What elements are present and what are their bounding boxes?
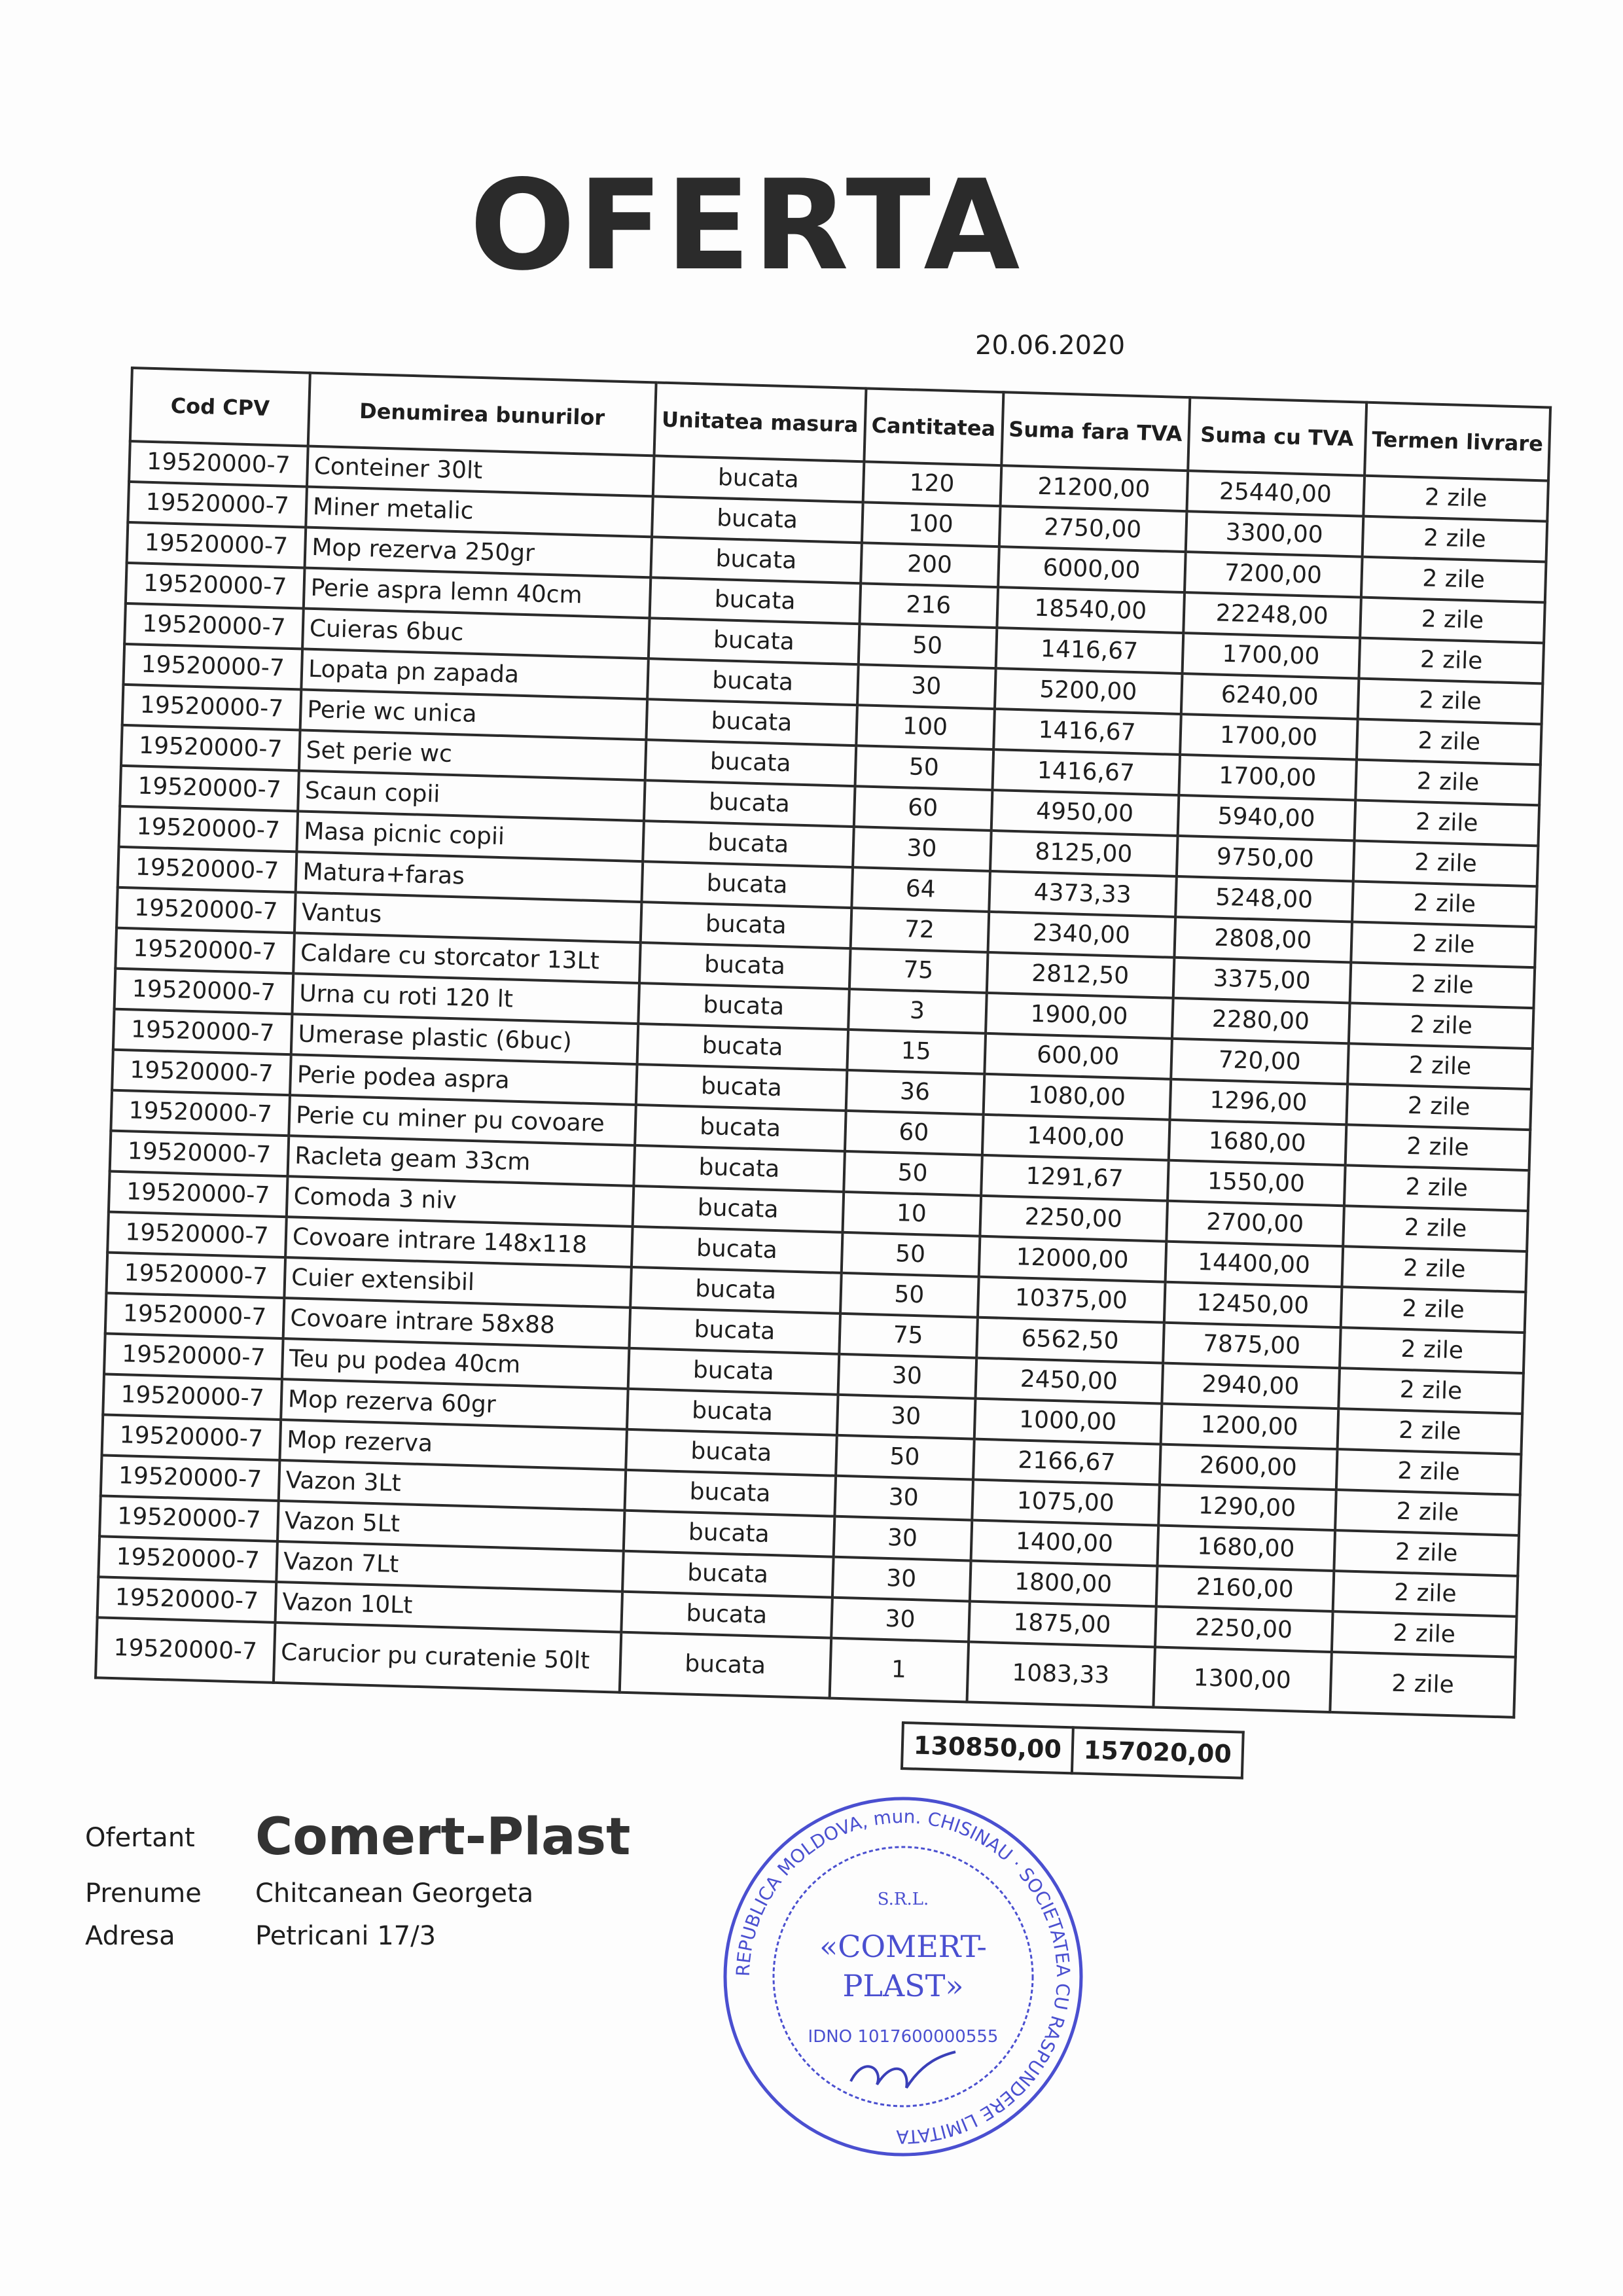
sum-without-vat: 1416,67 xyxy=(992,749,1180,795)
quantity: 75 xyxy=(839,1314,978,1358)
sum-with-vat: 1300,00 xyxy=(1153,1647,1331,1712)
cpv-code: 19520000-7 xyxy=(126,563,305,609)
cpv-code: 19520000-7 xyxy=(127,522,306,568)
quantity: 50 xyxy=(855,745,993,790)
sum-with-vat: 720,00 xyxy=(1171,1039,1349,1085)
sum-without-vat: 600,00 xyxy=(984,1033,1172,1079)
sum-without-vat: 4950,00 xyxy=(991,790,1179,836)
signature-icon xyxy=(851,2052,955,2088)
sum-with-vat: 1700,00 xyxy=(1182,633,1360,679)
sum-with-vat: 3300,00 xyxy=(1185,511,1363,557)
unit: bucata xyxy=(645,740,856,786)
item-name: Umerase plastic (6buc) xyxy=(291,1014,639,1064)
cpv-code: 19520000-7 xyxy=(96,1617,275,1683)
sum-with-vat: 1700,00 xyxy=(1179,755,1357,800)
item-name: Matura+faras xyxy=(296,852,643,902)
prenume-label: Prenume xyxy=(85,1878,202,1909)
unit: bucata xyxy=(629,1308,840,1354)
adresa-value: Petricani 17/3 xyxy=(255,1921,437,1951)
unit: bucata xyxy=(644,780,855,827)
item-name: Vantus xyxy=(294,892,642,942)
cpv-code: 19520000-7 xyxy=(119,806,298,852)
sum-with-vat: 5248,00 xyxy=(1175,876,1353,922)
delivery-term: 2 zile xyxy=(1361,557,1546,603)
item-name: Vazon 5Lt xyxy=(277,1501,625,1551)
item-name: Teu pu podea 40cm xyxy=(282,1338,630,1389)
sum-without-vat: 1875,00 xyxy=(969,1602,1156,1647)
unit: bucata xyxy=(633,1186,844,1232)
sum-without-vat: 8125,00 xyxy=(990,831,1177,876)
sum-with-vat: 2600,00 xyxy=(1160,1444,1338,1490)
unit: bucata xyxy=(653,456,864,502)
delivery-term: 2 zile xyxy=(1340,1327,1525,1373)
delivery-term: 2 zile xyxy=(1353,840,1538,886)
unit: bucata xyxy=(641,861,852,908)
unit: bucata xyxy=(647,658,858,705)
column-header: Denumirea bunurilor xyxy=(308,373,656,456)
sum-without-vat: 1800,00 xyxy=(969,1561,1157,1607)
document-date: 20.06.2020 xyxy=(975,331,1126,361)
delivery-term: 2 zile xyxy=(1344,1165,1529,1211)
item-name: Perie aspra lemn 40cm xyxy=(304,568,651,619)
cpv-code: 19520000-7 xyxy=(115,928,294,974)
cpv-code: 19520000-7 xyxy=(129,441,308,487)
quantity: 100 xyxy=(861,502,1000,547)
cpv-code: 19520000-7 xyxy=(102,1414,281,1460)
unit: bucata xyxy=(626,1429,836,1476)
unit: bucata xyxy=(621,1592,832,1638)
delivery-term: 2 zile xyxy=(1334,1530,1519,1576)
item-name: Cuieras 6buc xyxy=(302,609,650,659)
sum-without-vat: 2166,67 xyxy=(973,1439,1161,1485)
cpv-code: 19520000-7 xyxy=(98,1536,277,1582)
item-name: Urna cu roti 120 lt xyxy=(292,973,639,1024)
unit: bucata xyxy=(639,942,850,989)
quantity: 3 xyxy=(848,989,987,1033)
item-name: Miner metalic xyxy=(306,487,653,537)
sum-with-vat: 3375,00 xyxy=(1173,958,1351,1003)
quantity: 60 xyxy=(844,1111,983,1155)
column-header: Termen livrare xyxy=(1364,403,1551,481)
delivery-term: 2 zile xyxy=(1355,760,1541,806)
item-name: Masa picnic copii xyxy=(296,811,644,861)
sum-with-vat: 1700,00 xyxy=(1180,714,1358,760)
delivery-term: 2 zile xyxy=(1346,1084,1531,1130)
column-header: Suma cu TVA xyxy=(1188,397,1366,475)
sum-with-vat: 25440,00 xyxy=(1186,471,1364,516)
quantity: 50 xyxy=(840,1273,979,1318)
sum-without-vat: 1075,00 xyxy=(972,1480,1160,1526)
unit: bucata xyxy=(632,1227,842,1273)
cpv-code: 19520000-7 xyxy=(109,1172,288,1217)
unit: bucata xyxy=(624,1511,834,1557)
unit: bucata xyxy=(620,1632,831,1698)
delivery-term: 2 zile xyxy=(1357,679,1543,725)
cpv-code: 19520000-7 xyxy=(123,644,302,690)
cpv-code: 19520000-7 xyxy=(121,725,300,771)
adresa-label: Adresa xyxy=(85,1921,175,1951)
delivery-term: 2 zile xyxy=(1357,719,1542,765)
delivery-term: 2 zile xyxy=(1335,1490,1520,1535)
quantity: 30 xyxy=(857,664,995,709)
quantity: 75 xyxy=(849,948,988,993)
quantity: 216 xyxy=(859,583,998,628)
delivery-term: 2 zile xyxy=(1332,1611,1517,1657)
delivery-term: 2 zile xyxy=(1352,881,1537,927)
cpv-code: 19520000-7 xyxy=(107,1212,287,1258)
item-name: Mop rezerva 60gr xyxy=(281,1379,628,1429)
unit: bucata xyxy=(643,821,853,867)
unit: bucata xyxy=(624,1470,835,1516)
sum-with-vat: 1296,00 xyxy=(1169,1079,1347,1125)
delivery-term: 2 zile xyxy=(1349,962,1535,1008)
sum-without-vat: 1900,00 xyxy=(986,993,1173,1039)
company-name: Comert-Plast xyxy=(255,1808,631,1867)
unit: bucata xyxy=(633,1145,844,1192)
cpv-code: 19520000-7 xyxy=(101,1455,280,1501)
sum-with-vat: 1680,00 xyxy=(1168,1120,1346,1166)
delivery-term: 2 zile xyxy=(1340,1287,1525,1333)
unit: bucata xyxy=(627,1389,838,1435)
cpv-code: 19520000-7 xyxy=(120,766,299,812)
sum-with-vat: 2808,00 xyxy=(1174,917,1352,963)
sum-with-vat: 2700,00 xyxy=(1166,1201,1344,1247)
unit: bucata xyxy=(649,618,859,664)
quantity: 60 xyxy=(853,786,992,831)
quantity: 50 xyxy=(836,1435,974,1480)
offer-table xyxy=(94,367,1552,1719)
stamp-outer-text: REPUBLICA MOLDOVA, mun. CHISINAU · SOCIETATEA CU RASPUNDERE LIMITATA xyxy=(732,1805,1075,2148)
cpv-code: 19520000-7 xyxy=(104,1333,283,1379)
unit: bucata xyxy=(628,1348,839,1395)
sum-with-vat: 22248,00 xyxy=(1183,592,1361,638)
delivery-term: 2 zile xyxy=(1362,516,1547,562)
sum-without-vat: 1291,67 xyxy=(981,1155,1169,1201)
delivery-term: 2 zile xyxy=(1354,800,1539,846)
document-title: OFERTA xyxy=(469,153,1023,298)
delivery-term: 2 zile xyxy=(1347,1043,1533,1089)
sum-without-vat: 1400,00 xyxy=(971,1520,1158,1566)
stamp-idno: IDNO 1017600000555 xyxy=(808,2027,999,2047)
cpv-code: 19520000-7 xyxy=(99,1496,279,1541)
sum-with-vat: 5940,00 xyxy=(1177,795,1355,841)
cpv-code: 19520000-7 xyxy=(111,1090,290,1136)
delivery-term: 2 zile xyxy=(1359,638,1544,684)
item-name: Covoare intrare 58x88 xyxy=(283,1298,631,1348)
cpv-code: 19520000-7 xyxy=(103,1374,282,1420)
sum-with-vat: 2280,00 xyxy=(1172,998,1350,1044)
sum-with-vat: 1680,00 xyxy=(1157,1526,1335,1571)
delivery-term: 2 zile xyxy=(1342,1246,1527,1292)
sum-with-vat: 7875,00 xyxy=(1163,1323,1341,1369)
unit: bucata xyxy=(646,699,857,745)
quantity: 72 xyxy=(850,908,989,952)
total-without-vat: 130850,00 xyxy=(902,1723,1073,1773)
cpv-code: 19520000-7 xyxy=(122,685,302,730)
sum-without-vat: 2812,50 xyxy=(986,952,1174,998)
quantity: 15 xyxy=(847,1030,986,1074)
item-name: Perie podea aspra xyxy=(290,1054,637,1105)
column-header: Unitatea masura xyxy=(654,382,866,461)
quantity: 30 xyxy=(831,1598,970,1642)
item-name: Cuier extensibil xyxy=(284,1257,632,1308)
sum-without-vat: 4373,33 xyxy=(989,871,1177,917)
sum-without-vat: 6562,50 xyxy=(976,1318,1164,1363)
unit: bucata xyxy=(650,577,861,624)
cpv-code: 19520000-7 xyxy=(113,1009,293,1055)
sum-without-vat: 5200,00 xyxy=(994,668,1182,714)
item-name: Vazon 10Lt xyxy=(276,1582,623,1632)
cpv-code: 19520000-7 xyxy=(112,1050,291,1096)
sum-with-vat: 14400,00 xyxy=(1165,1242,1343,1287)
unit: bucata xyxy=(652,496,863,543)
sum-without-vat: 1400,00 xyxy=(982,1115,1169,1160)
sum-with-vat: 6240,00 xyxy=(1181,673,1359,719)
item-name: Covoare intrare 148x118 xyxy=(285,1217,633,1267)
cpv-code: 19520000-7 xyxy=(115,969,294,1014)
delivery-term: 2 zile xyxy=(1343,1206,1528,1251)
quantity: 50 xyxy=(858,624,997,668)
item-name: Scaun copii xyxy=(298,770,645,821)
item-name: Mop rezerva 250gr xyxy=(305,528,652,578)
column-header: Suma fara TVA xyxy=(1001,392,1190,471)
item-name: Perie cu miner pu covoare xyxy=(289,1095,636,1145)
delivery-term: 2 zile xyxy=(1345,1124,1530,1170)
quantity: 36 xyxy=(846,1070,984,1115)
column-header: Cantitatea xyxy=(864,388,1003,465)
item-name: Mop rezerva xyxy=(279,1420,627,1470)
sum-with-vat: 2160,00 xyxy=(1156,1566,1334,1611)
stamp-name-line1: «COMERT- xyxy=(819,1929,987,1964)
quantity: 30 xyxy=(834,1476,973,1520)
item-name: Comoda 3 niv xyxy=(287,1176,634,1227)
sum-without-vat: 21200,00 xyxy=(1000,465,1188,511)
item-name: Perie wc unica xyxy=(300,689,648,740)
company-stamp xyxy=(720,1793,1086,2160)
quantity: 30 xyxy=(853,827,991,871)
stamp-name-line2: PLAST» xyxy=(842,1968,964,2003)
quantity: 1 xyxy=(829,1638,968,1702)
cpv-code: 19520000-7 xyxy=(110,1131,289,1177)
item-name: Vazon 7Lt xyxy=(276,1541,624,1592)
unit: bucata xyxy=(651,537,861,583)
sum-without-vat: 2340,00 xyxy=(988,912,1175,958)
item-name: Carucior pu curatenie 50lt xyxy=(274,1623,621,1693)
delivery-term: 2 zile xyxy=(1363,476,1548,522)
sum-without-vat: 1000,00 xyxy=(974,1399,1162,1444)
delivery-term: 2 zile xyxy=(1330,1652,1516,1717)
item-name: Lopata pn zapada xyxy=(301,649,649,699)
sum-with-vat: 9750,00 xyxy=(1176,836,1354,882)
quantity: 10 xyxy=(842,1192,981,1236)
sum-without-vat: 2750,00 xyxy=(999,506,1186,552)
ofertant-label: Ofertant xyxy=(85,1823,195,1853)
column-header: Cod CPV xyxy=(130,368,310,446)
unit: bucata xyxy=(635,1105,846,1151)
totals-box xyxy=(901,1721,1245,1780)
sum-without-vat: 12000,00 xyxy=(978,1236,1166,1282)
prenume-value: Chitcanean Georgeta xyxy=(255,1878,534,1909)
delivery-term: 2 zile xyxy=(1348,1003,1533,1049)
cpv-code: 19520000-7 xyxy=(118,847,297,893)
sum-without-vat: 2450,00 xyxy=(975,1358,1163,1404)
delivery-term: 2 zile xyxy=(1332,1571,1518,1617)
sum-without-vat: 18540,00 xyxy=(997,587,1185,633)
item-name: Set perie wc xyxy=(299,730,647,780)
cpv-code: 19520000-7 xyxy=(106,1253,285,1299)
quantity: 30 xyxy=(838,1354,976,1399)
sum-with-vat: 7200,00 xyxy=(1185,552,1363,598)
cpv-code: 19520000-7 xyxy=(105,1293,285,1339)
stamp-srl: S.R.L. xyxy=(877,1890,929,1909)
item-name: Conteiner 30lt xyxy=(307,446,654,497)
sum-without-vat: 1080,00 xyxy=(983,1074,1171,1120)
item-name: Vazon 3Lt xyxy=(279,1460,626,1511)
unit: bucata xyxy=(638,983,849,1030)
unit: bucata xyxy=(636,1064,847,1111)
quantity: 30 xyxy=(832,1557,971,1602)
quantity: 64 xyxy=(851,867,990,912)
total-with-vat: 157020,00 xyxy=(1072,1727,1243,1778)
sum-without-vat: 2250,00 xyxy=(980,1196,1168,1242)
cpv-code: 19520000-7 xyxy=(128,482,307,528)
quantity: 30 xyxy=(836,1395,975,1439)
sum-with-vat: 1200,00 xyxy=(1160,1404,1338,1450)
unit: bucata xyxy=(641,902,851,948)
cpv-code: 19520000-7 xyxy=(124,603,304,649)
sum-without-vat: 10375,00 xyxy=(977,1277,1165,1323)
delivery-term: 2 zile xyxy=(1337,1408,1522,1454)
cpv-code: 19520000-7 xyxy=(98,1577,277,1623)
quantity: 100 xyxy=(856,705,995,749)
quantity: 120 xyxy=(863,461,1001,506)
sum-with-vat: 1290,00 xyxy=(1158,1485,1336,1531)
sum-with-vat: 12450,00 xyxy=(1164,1282,1342,1328)
item-name: Caldare cu storcator 13Lt xyxy=(293,933,641,983)
unit: bucata xyxy=(622,1551,833,1598)
sum-with-vat: 2940,00 xyxy=(1162,1363,1340,1409)
sum-with-vat: 2250,00 xyxy=(1155,1606,1333,1652)
delivery-term: 2 zile xyxy=(1351,922,1536,967)
offer-table-wrapper xyxy=(94,367,1552,1719)
quantity: 30 xyxy=(833,1516,972,1561)
sum-without-vat: 1416,67 xyxy=(993,709,1181,755)
sum-with-vat: 1550,00 xyxy=(1168,1160,1346,1206)
unit: bucata xyxy=(630,1267,841,1314)
delivery-term: 2 zile xyxy=(1336,1449,1521,1495)
sum-without-vat: 6000,00 xyxy=(998,547,1186,592)
delivery-term: 2 zile xyxy=(1338,1368,1524,1414)
item-name: Racleta geam 33cm xyxy=(288,1136,635,1186)
cpv-code: 19520000-7 xyxy=(116,888,296,933)
sum-without-vat: 1416,67 xyxy=(995,628,1183,673)
sum-without-vat: 1083,33 xyxy=(967,1641,1155,1707)
quantity: 50 xyxy=(844,1151,982,1196)
quantity: 200 xyxy=(861,543,999,587)
delivery-term: 2 zile xyxy=(1360,598,1545,643)
quantity: 50 xyxy=(841,1232,980,1277)
unit: bucata xyxy=(637,1024,848,1070)
